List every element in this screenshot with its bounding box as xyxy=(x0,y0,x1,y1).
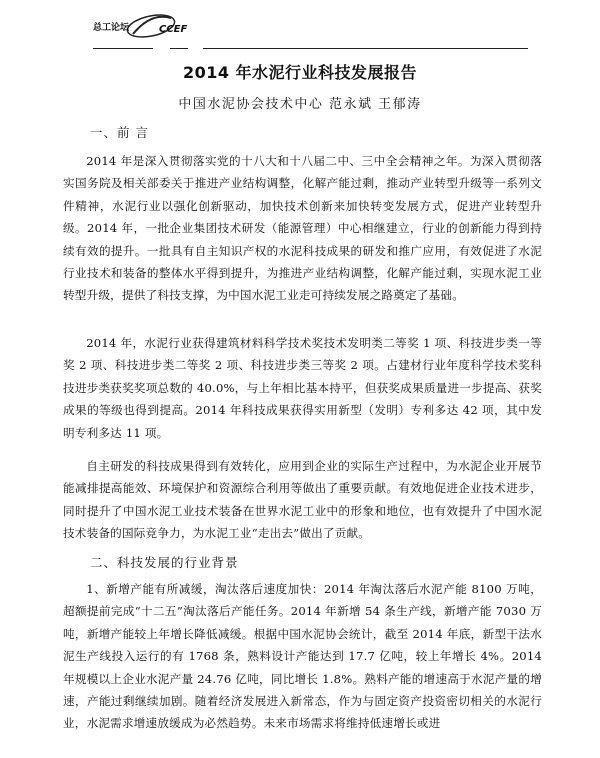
header-rule-left xyxy=(93,48,153,49)
logo-left-text: 总工论坛 xyxy=(93,23,130,33)
intro-paragraph-2: 2014 年，水泥行业获得建筑材料科学技术奖技术发明类二等奖 1 项、科技进步类一等奖 2 项、科技进步类二等奖 2 项、科技进步类三等奖 2 项。占建材行业年度科学技术奖科技进步类获奖奖项总数的 40.0%，与上年相比基本持平，但获奖成果质量进一步提高、获奖成果的等级也得到提高。2014 年科技成果获得实用新型（发明）专利多达 42 项，其中发明专利多达 11 项。 xyxy=(63,336,542,440)
ccef-logo-graphic xyxy=(93,8,203,42)
section-heading-intro: 一、前 言 xyxy=(90,125,149,140)
logo-right-text: CCEF xyxy=(159,24,188,35)
authors-line: 中国水泥协会技术中心 范永斌 王郁涛 xyxy=(178,97,422,112)
intro-paragraph-1: 2014 年是深入贯彻落实党的十八大和十八届二中、三中全会精神之年。为深入贯彻落实国务院及相关部委关于推进产业结构调整，化解产能过剩，推动产业转型升级等一系列文件精神，水泥行业以强化创新驱动，加快技术创新来加快转变发展方式，促进产业转型升级。2014 年，一批企业集团技术研发（能源管理）中心相继建立，行业的创新能力得到持续有效的提升。一批具有自主知识产权的水泥科技成果的研发和推广应用，有效促进了水泥行业技术和装备的整体水平得到提升，为推进产业结构调整，化解产能过剩，实现水泥工业转型升级，提供了科技支撑，为中国水泥工业走可持续发展之路奠定了基础。 xyxy=(63,154,542,303)
header-rule-right xyxy=(203,48,528,49)
background-paragraph-1: 1、新增产能有所减缓，淘汰落后速度加快：2014 年淘汰落后水泥产能 8100 万吨，超额提前完成“十二五”淘汰落后产能任务。2014 年新增 54 条生产线，新增产能 7030 万吨，新增产能较上年增长降低减缓。根据中国水泥协会统计，截至 2014 年底，新型干法水泥生产线投入运行的有 1768 条，熟料设计产能达到 17.7 亿吨，较上年增长 4%。2014 年规模以上企业水泥产量 24.76 亿吨，同比增长 1.8%。熟料产能的增速高于水泥产量的增速，产能过剩继续加剧。随着经济发展进入新常态，作为与固定资产投资密切相关的水泥行业，水泥需求增速放缓成为必然趋势。未来市场需求将维持低速增长或进 xyxy=(63,582,542,731)
header-rule-mid xyxy=(170,48,188,49)
section-heading-background: 二、科技发展的行业背景 xyxy=(90,555,239,570)
intro-paragraph-3: 自主研发的科技成果得到有效转化，应用到企业的实际生产过程中，为水泥企业开展节能减排提高能效、环境保护和资源综合利用等做出了重要贡献。有效地促进企业技术进步，同时提升了中国水泥工业技术装备在世界水泥工业中的形象和地位，也有效提升了中国水泥技术装备的国际竞争力，为水泥工业“走出去”做出了贡献。 xyxy=(63,459,542,541)
page-title: 2014 年水泥行业科技发展报告 xyxy=(182,63,418,82)
ccef-logo xyxy=(93,8,203,42)
